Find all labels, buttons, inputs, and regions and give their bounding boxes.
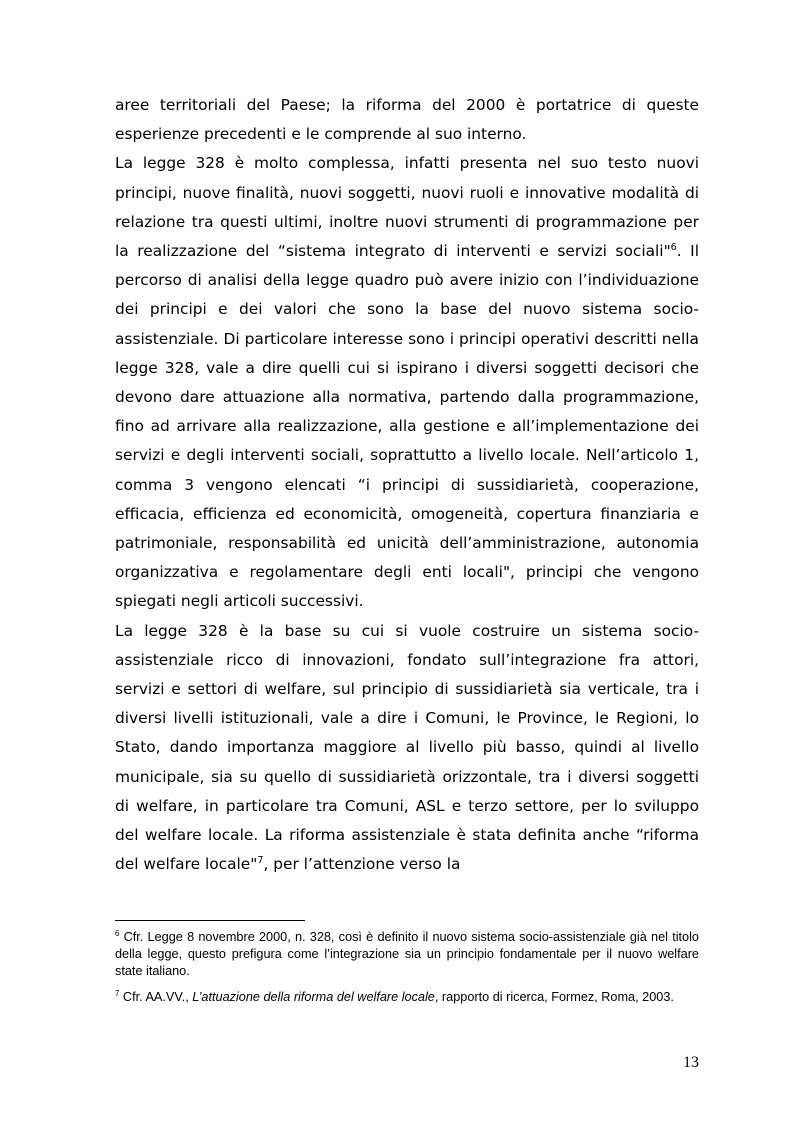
paragraph-3-text-a: La legge 328 è la base su cui si vuole costruire un sistema socio-assistenziale ricco di innovazioni, fondato sull’integrazione fra attori, servizi e settori di welfare, sul principio di sussidiarietà sia verticale, tra i diversi livelli istituzionali, vale a dire i Comuni, le Province, le Regioni, lo Stato, dando importanza maggiore al livello più basso, quindi al livello municipale, sia su quello di sussidiarietà orizzontale, tra i diversi soggetti di welfare, in particolare tra Comuni, ASL e terzo settore, per lo sviluppo del welfare locale. La riforma assistenziale è stata definita anche “riforma del welfare locale" [115,621,699,874]
paragraph-3-text-b: , per l’attenzione verso la [263,855,461,874]
footnote-ref-7[interactable]: 7 [257,855,264,867]
paragraph-2-text-a: La legge 328 è molto complessa, infatti presenta nel suo testo nuovi principi, nuove finalità, nuovi soggetti, nuovi ruoli e innovative modalità di relazione tra questi ultimi, inoltre nuovi strumenti di programmazione per la realizzazione del “sistema integrato di interventi e servizi sociali" [115,154,699,261]
footnote-7-title: L’attuazione della riforma del welfare locale [192,990,435,1005]
page-number: 13 [683,1054,699,1071]
footnote-7-text-post: , rapporto di ricerca, Formez, Roma, 2003. [434,990,674,1005]
paragraph-2 [115,149,699,616]
body-text [115,91,699,879]
footnote-7-text-pre: Cfr. AA.VV., [119,990,193,1005]
footnotes [115,929,699,1016]
paragraph-2-text-b: . Il percorso di analisi della legge quadro può avere inizio con l’individuazione dei principi e dei valori che sono la base del nuovo sistema socio-assistenziale. Di particolare interesse sono i principi operativi descritti nella legge 328, vale a dire quelli cui si ispirano i diversi soggetti decisori che devono dare attuazione alla normativa, partendo dalla programmazione, fino ad arrivare alla realizzazione, alla gestione e all’implementazione dei servizi e degli interventi sociali, soprattutto a livello locale. Nell’articolo 1, comma 3 vengono elencati “i principi di sussidiarietà, cooperazione, efficacia, efficienza ed economicità, omogeneità, copertura finanziaria e patrimoniale, responsabilità ed unicità dell’amministrazione, autonomia organizzativa e regolamentare degli enti locali", principi che vengono spiegati negli articoli successivi. [115,242,699,611]
footnote-6 [115,929,699,979]
footnote-ref-6[interactable]: 6 [670,241,677,253]
footnote-7-number: 7 [115,989,120,999]
footnote-separator [115,920,305,921]
footnote-7 [115,989,699,1006]
footnote-6-number: 6 [115,928,120,938]
paragraph-3 [115,617,699,880]
paragraph-1: aree territoriali del Paese; la riforma del 2000 è portatrice di queste esperienze precedenti e le comprende al suo interno. [115,96,699,144]
footnote-6-text: Cfr. Legge 8 novembre 2000, n. 328, così è definito il nuovo sistema socio-assistenziale già nel titolo della legge, questo prefigura come l’integrazione sia un principio fondamentale per il nuovo welfare state italiano. [115,930,699,978]
